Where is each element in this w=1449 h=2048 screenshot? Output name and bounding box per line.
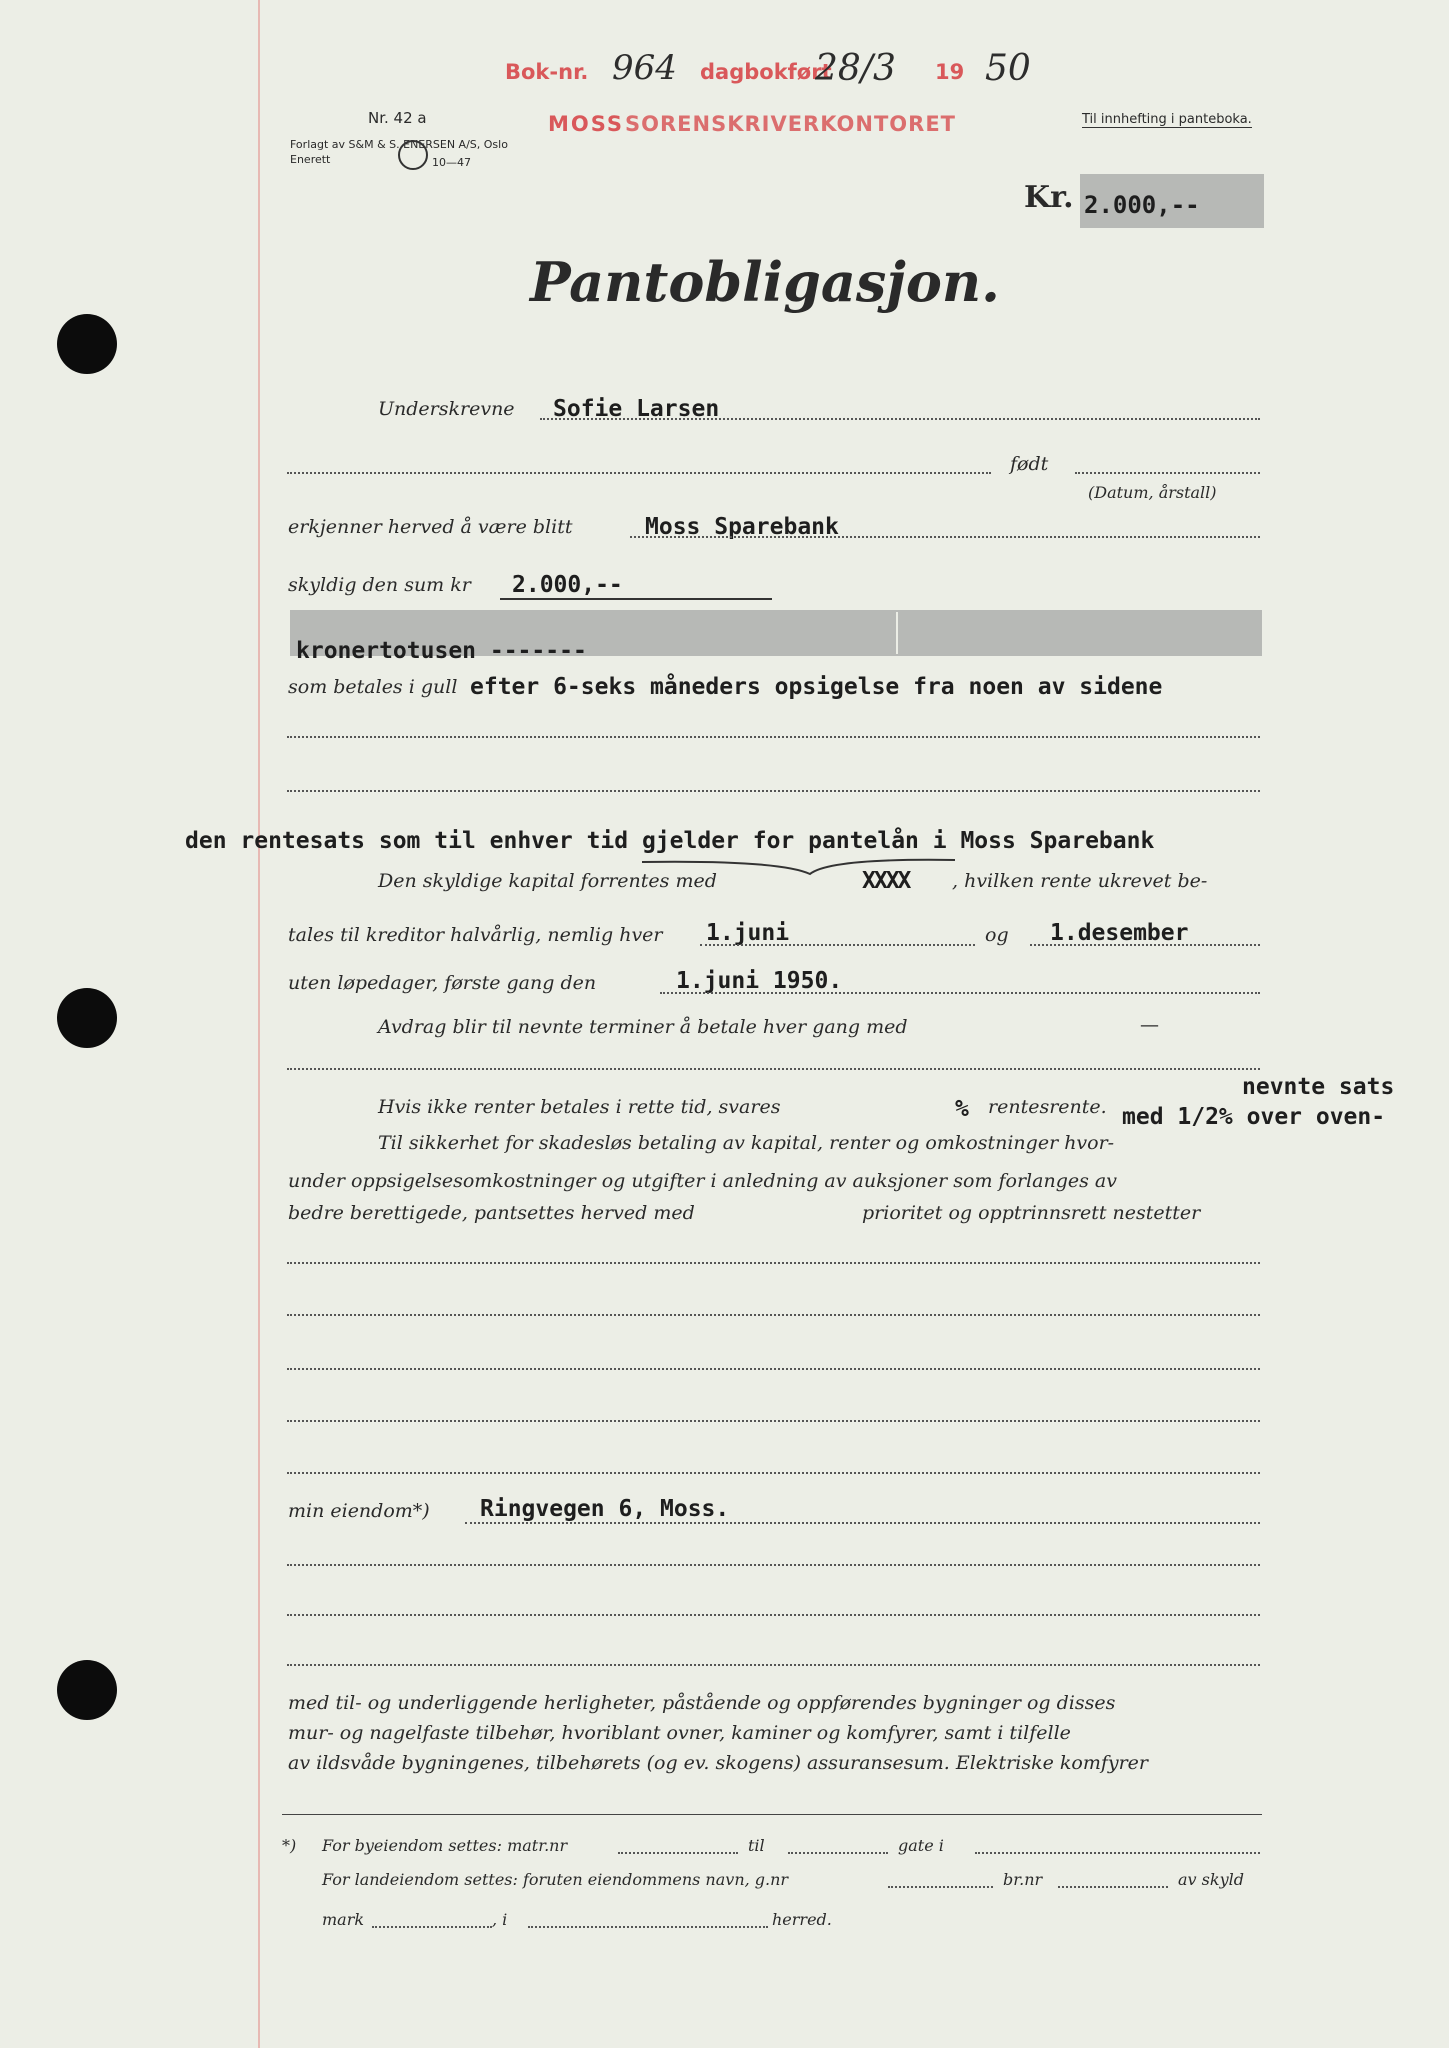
security-line-3b: prioritet og opptrinnsrett nestetter — [862, 1202, 1201, 1224]
dotted-line — [540, 418, 1260, 420]
born-label: født — [1010, 453, 1049, 475]
dotted-line — [528, 1926, 768, 1928]
undersigned-label: Underskrevne — [378, 398, 515, 420]
footnote-rule — [282, 1814, 1262, 1815]
og-label: og — [985, 924, 1009, 946]
publisher-enerett: Enerett — [290, 153, 331, 166]
stamp-bok-nr: Bok-nr. — [505, 60, 589, 84]
stamp-year-prefix: 19 — [935, 60, 965, 84]
footnote-line2-a: For landeiendom settes: foruten eiendommens navn, g.nr — [322, 1870, 789, 1889]
dotted-line — [287, 1262, 1260, 1264]
footnote-line3-b: , i — [492, 1910, 508, 1929]
security-line-1: Til sikkerhet for skadesløs betaling av kapital, renter og omkostninger hvor- — [378, 1132, 1115, 1154]
acknowledge-label: erkjenner herved å være blitt — [288, 516, 573, 538]
form-number: Nr. 42 a — [368, 109, 427, 127]
avdrag-label: Avdrag blir til nevnte terminer å betale hver gang med — [378, 1016, 908, 1038]
footnote-mark: *) — [282, 1836, 297, 1855]
security-line-2: under oppsigelsesomkostninger og utgifter i anledning av auksjoner som forlanges av — [288, 1170, 1117, 1192]
security-line-3a: bedre berettigede, pantsettes herved med — [288, 1202, 695, 1224]
dotted-line — [287, 790, 1260, 792]
dotted-line — [630, 536, 1260, 538]
publisher-date: 10—47 — [432, 156, 471, 169]
interest-insert: den rentesats som til enhver tid gjelder for pantelån i Moss Sparebank — [185, 828, 1155, 854]
footnote-line1-b: til — [748, 1836, 765, 1855]
late-insert-1: nevnte sats — [1242, 1074, 1395, 1100]
creditor-value: Moss Sparebank — [645, 514, 839, 540]
dotted-line — [287, 1314, 1260, 1316]
kr-amount: 2.000,-- — [1084, 191, 1200, 219]
diary-date: 28/3 — [815, 48, 896, 89]
dotted-line — [1058, 1886, 1168, 1888]
footnote-line3-a: mark — [322, 1910, 365, 1929]
dotted-line — [287, 1472, 1260, 1474]
late-rest: rentesrente. — [988, 1096, 1107, 1118]
dotted-line — [287, 736, 1260, 738]
first-date: 1.juni 1950. — [676, 968, 843, 994]
late-strike: % — [955, 1096, 969, 1122]
dotted-line — [287, 1068, 1260, 1070]
interest-line-a: Den skyldige kapital forrentes med — [378, 870, 717, 892]
dotted-line — [287, 1420, 1260, 1422]
band-fold — [896, 612, 898, 654]
first-label: uten løpedager, første gang den — [288, 972, 597, 994]
dotted-line — [1030, 944, 1260, 946]
closing-line-3: av ildsvåde bygningenes, tilbehørets (og ev. skogens) assuransesum. Elektriske komfyrer — [288, 1752, 1149, 1774]
born-hint: (Datum, årstall) — [1088, 483, 1217, 502]
dotted-line — [287, 1564, 1260, 1566]
footnote-line1-c: gate i — [898, 1836, 944, 1855]
punch-hole — [57, 314, 117, 374]
dotted-line — [287, 1368, 1260, 1370]
diary-year: 50 — [985, 48, 1031, 89]
footnote-line2-c: av skyld — [1178, 1870, 1244, 1889]
stamp-office: MOSS — [548, 112, 625, 136]
dotted-line — [888, 1886, 993, 1888]
punch-hole — [57, 1660, 117, 1720]
book-number: 964 — [612, 48, 677, 88]
dotted-line — [660, 992, 1260, 994]
interest-strike: XXXX — [862, 868, 910, 894]
late-label: Hvis ikke renter betales i rette tid, svares — [378, 1096, 781, 1118]
sum-underline — [500, 598, 772, 600]
pay-value: efter 6-seks måneders opsigelse fra noen av sidene — [470, 674, 1163, 700]
punch-hole — [57, 988, 117, 1048]
late-insert-2: med 1/2% over oven- — [1122, 1104, 1386, 1130]
pay-label: som betales i gull — [288, 676, 458, 698]
dotted-line — [975, 1852, 1260, 1854]
dotted-line — [465, 1522, 1260, 1524]
dotted-line — [287, 1664, 1260, 1666]
sum-value: 2.000,-- — [512, 572, 623, 598]
footnote-line1-a: For byeiendom settes: matr.nr — [322, 1836, 568, 1855]
property-label: min eiendom*) — [288, 1500, 430, 1522]
sum-words: kronertotusen ------- — [296, 638, 587, 664]
dotted-line — [618, 1852, 738, 1854]
stamp-office-rest: SORENSKRIVERKONTORET — [625, 112, 956, 136]
closing-line-1: med til- og underliggende herligheter, påstående og oppførendes bygninger og disses — [288, 1692, 1116, 1714]
undersigned-value: Sofie Larsen — [553, 396, 720, 422]
pay-to-label: tales til kreditor halvårlig, nemlig hver — [288, 924, 663, 946]
footnote-line2-b: br.nr — [1003, 1870, 1043, 1889]
publisher-line: Forlagt av S&M & S. ENERSEN A/S, Oslo — [290, 138, 508, 151]
stamp-dagbokfort: dagbokført — [700, 60, 832, 84]
property-value: Ringvegen 6, Moss. — [480, 1496, 730, 1522]
closing-line-2: mur- og nagelfaste tilbehør, hvoriblant ovner, kaminer og komfyrer, samt i tilfelle — [288, 1722, 1071, 1744]
publisher-logo — [398, 140, 428, 170]
avdrag-value: — — [1140, 1014, 1159, 1036]
dotted-line — [788, 1852, 888, 1854]
date1: 1.juni — [706, 920, 790, 946]
dotted-line — [372, 1926, 492, 1928]
page-title: Pantobligasjon. — [530, 250, 1000, 314]
kr-label: Kr. — [1024, 180, 1074, 215]
dotted-line — [700, 944, 975, 946]
dotted-line — [1075, 472, 1260, 474]
interest-line-b: , hvilken rente ukrevet be- — [952, 870, 1208, 892]
footnote-line3-c: herred. — [772, 1910, 832, 1929]
margin-rule — [258, 0, 260, 2048]
dotted-line — [287, 472, 991, 474]
date2: 1.desember — [1050, 920, 1189, 946]
sum-label: skyldig den sum kr — [288, 574, 471, 596]
right-note: Til innhefting i panteboka. — [1082, 112, 1252, 127]
dotted-line — [287, 1614, 1260, 1616]
